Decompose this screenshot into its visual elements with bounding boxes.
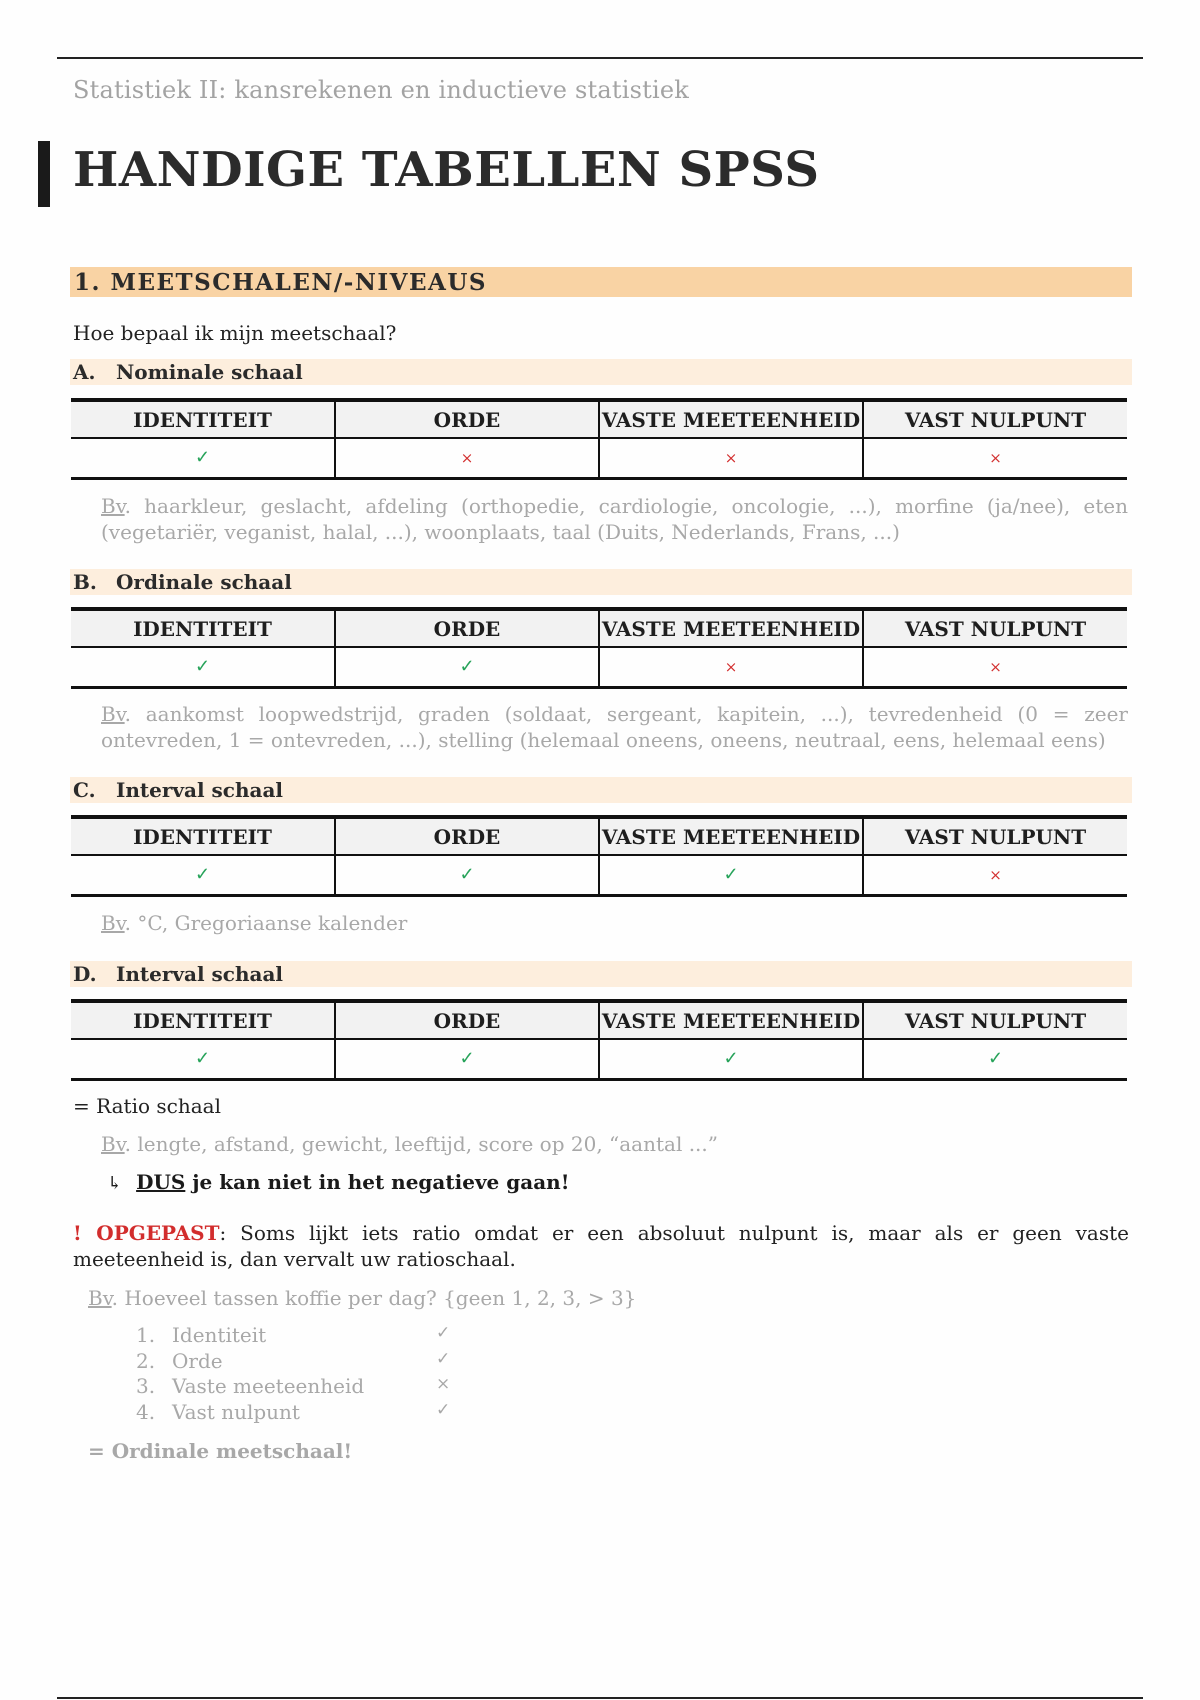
section-number: 1. — [74, 269, 102, 296]
list-number: 1. — [136, 1323, 156, 1347]
conclusion: = Ordinale meetschaal! — [88, 1439, 353, 1463]
check-icon: ✓ — [436, 1323, 451, 1343]
header-orde: ORDE — [335, 1001, 599, 1039]
example-body: . °C, Gregoriaanse kalender — [124, 911, 408, 935]
table-header-row — [71, 1001, 1127, 1039]
scale-table-b — [71, 607, 1127, 689]
top-rule — [57, 57, 1143, 59]
check-icon: ✓ — [459, 656, 475, 678]
list-item — [136, 1323, 456, 1349]
table-value-row — [71, 647, 1127, 687]
section-heading — [70, 267, 1132, 297]
table-value-row — [71, 855, 1127, 895]
header-vast-nulpunt: VAST NULPUNT — [863, 400, 1127, 438]
header-orde: ORDE — [335, 400, 599, 438]
running-header: Statistiek II: kansrekenen en inductieve statistiek — [73, 76, 689, 104]
title-accent-bar — [38, 141, 50, 207]
example-label: Bv — [101, 1132, 125, 1156]
header-vast-nulpunt: VAST NULPUNT — [863, 817, 1127, 855]
example-body: . haarkleur, geslacht, afdeling (orthopedie, cardiologie, oncologie, ...), morfine (ja/nee), eten (vegetariër, veganist, halal, ...), woonplaats, taal (Duits, Nederlands, Frans, ...) — [101, 494, 1128, 544]
subsection-letter: D. — [73, 962, 97, 986]
check-icon: ✓ — [723, 1048, 739, 1070]
scale-table-d — [71, 999, 1127, 1081]
example-text-c — [101, 910, 1128, 936]
header-vaste-meeteenheid: VASTE MEETEENHEID — [599, 817, 863, 855]
section-heading-text — [74, 269, 487, 296]
table-value-row — [71, 438, 1127, 478]
header-identiteit: IDENTITEIT — [71, 817, 335, 855]
subsection-name: Interval schaal — [116, 778, 284, 802]
example-body: . Hoeveel tassen koffie per dag? {geen 1, 2, 3, > 3} — [111, 1286, 637, 1310]
list-label: Vaste meeteenheid — [172, 1374, 365, 1398]
list-label: Vast nulpunt — [172, 1399, 300, 1424]
coffee-example — [88, 1286, 636, 1310]
header-orde: ORDE — [335, 817, 599, 855]
check-icon: ✓ — [723, 864, 739, 886]
list-label: Orde — [172, 1348, 223, 1373]
header-vaste-meeteenheid: VASTE MEETEENHEID — [599, 1001, 863, 1039]
example-body: . aankomst loopwedstrijd, graden (soldaat, sergeant, kapitein, ...), tevredenheid (0 = zeer ontevreden, 1 = ontevreden, ...), stelling (helemaal oneens, oneens, neutraal, eens, helemaal eens) — [101, 702, 1128, 752]
example-body: . lengte, afstand, gewicht, leeftijd, score op 20, “aantal ...” — [124, 1132, 718, 1156]
scale-table-c — [71, 815, 1127, 897]
warning-paragraph — [73, 1220, 1129, 1272]
check-icon: ✓ — [194, 447, 211, 469]
table-header-row — [71, 817, 1127, 855]
section-title: MEETSCHALEN/-NIVEAUS — [110, 269, 488, 296]
list-item — [136, 1374, 456, 1400]
example-label: Bv — [101, 911, 125, 935]
warning-text: : Soms lijkt iets ratio omdat er een absoluut nulpunt is, maar als er geen vaste meeteenheid is, dan vervalt uw ratioschaal. — [73, 1221, 1129, 1271]
header-vaste-meeteenheid: VASTE MEETEENHEID — [599, 609, 863, 647]
example-text-a — [101, 493, 1128, 545]
ratio-scale-label: = Ratio schaal — [73, 1094, 221, 1118]
header-identiteit: IDENTITEIT — [71, 400, 335, 438]
subsection-letter: B. — [73, 570, 97, 594]
header-identiteit: IDENTITEIT — [71, 1001, 335, 1039]
scale-table-a — [71, 398, 1127, 480]
criteria-list — [136, 1323, 456, 1425]
list-item — [136, 1400, 456, 1426]
cross-icon: × — [460, 449, 474, 468]
check-icon: ✓ — [194, 1048, 211, 1070]
subsection-heading-b — [70, 569, 1132, 595]
header-vast-nulpunt: VAST NULPUNT — [863, 1001, 1127, 1039]
table-header-row — [71, 609, 1127, 647]
example-label: Bv — [88, 1286, 112, 1310]
bottom-rule — [57, 1697, 1143, 1699]
cross-icon: × — [436, 1374, 451, 1394]
list-label: Identiteit — [172, 1323, 267, 1347]
check-icon: ✓ — [459, 864, 475, 886]
intro-question: Hoe bepaal ik mijn meetschaal? — [73, 321, 397, 345]
dus-rest: je kan niet in het negatieve gaan! — [185, 1170, 570, 1194]
check-icon: ✓ — [436, 1348, 451, 1369]
list-number: 3. — [136, 1374, 156, 1398]
subsection-name: Interval schaal — [116, 962, 284, 986]
example-label: Bv — [101, 494, 125, 518]
list-item — [136, 1349, 456, 1375]
subsection-name: Nominale schaal — [116, 360, 303, 384]
check-icon: ✓ — [436, 1399, 451, 1420]
subsection-letter: A. — [73, 360, 96, 384]
cross-icon: × — [989, 449, 1002, 468]
check-icon: ✓ — [194, 656, 211, 678]
page-title: HANDIGE TABELLEN SPSS — [73, 142, 820, 198]
header-vast-nulpunt: VAST NULPUNT — [863, 609, 1127, 647]
return-arrow-icon: ↳ — [107, 1173, 123, 1194]
check-icon: ✓ — [459, 1048, 475, 1070]
cross-icon: × — [989, 866, 1002, 885]
table-header-row — [71, 400, 1127, 438]
example-text-b — [101, 701, 1128, 753]
list-number: 4. — [136, 1399, 156, 1424]
header-identiteit: IDENTITEIT — [71, 609, 335, 647]
warning-label: ! OPGEPAST — [73, 1221, 220, 1245]
subsection-heading-c — [70, 777, 1132, 803]
dus-note — [107, 1170, 569, 1194]
ratio-example — [101, 1132, 718, 1156]
table-value-row — [71, 1039, 1127, 1079]
subsection-name: Ordinale schaal — [116, 570, 292, 594]
header-vaste-meeteenheid: VASTE MEETEENHEID — [599, 400, 863, 438]
check-icon: ✓ — [987, 1048, 1004, 1070]
subsection-heading-d — [70, 961, 1132, 987]
header-orde: ORDE — [335, 609, 599, 647]
cross-icon: × — [724, 658, 738, 677]
list-number: 2. — [136, 1348, 156, 1373]
subsection-letter: C. — [73, 778, 96, 802]
subsection-heading-a — [70, 359, 1132, 385]
example-label: Bv — [101, 702, 125, 726]
cross-icon: × — [989, 658, 1002, 677]
dus-word: DUS — [136, 1170, 186, 1194]
check-icon: ✓ — [194, 864, 211, 886]
cross-icon: × — [724, 449, 738, 468]
